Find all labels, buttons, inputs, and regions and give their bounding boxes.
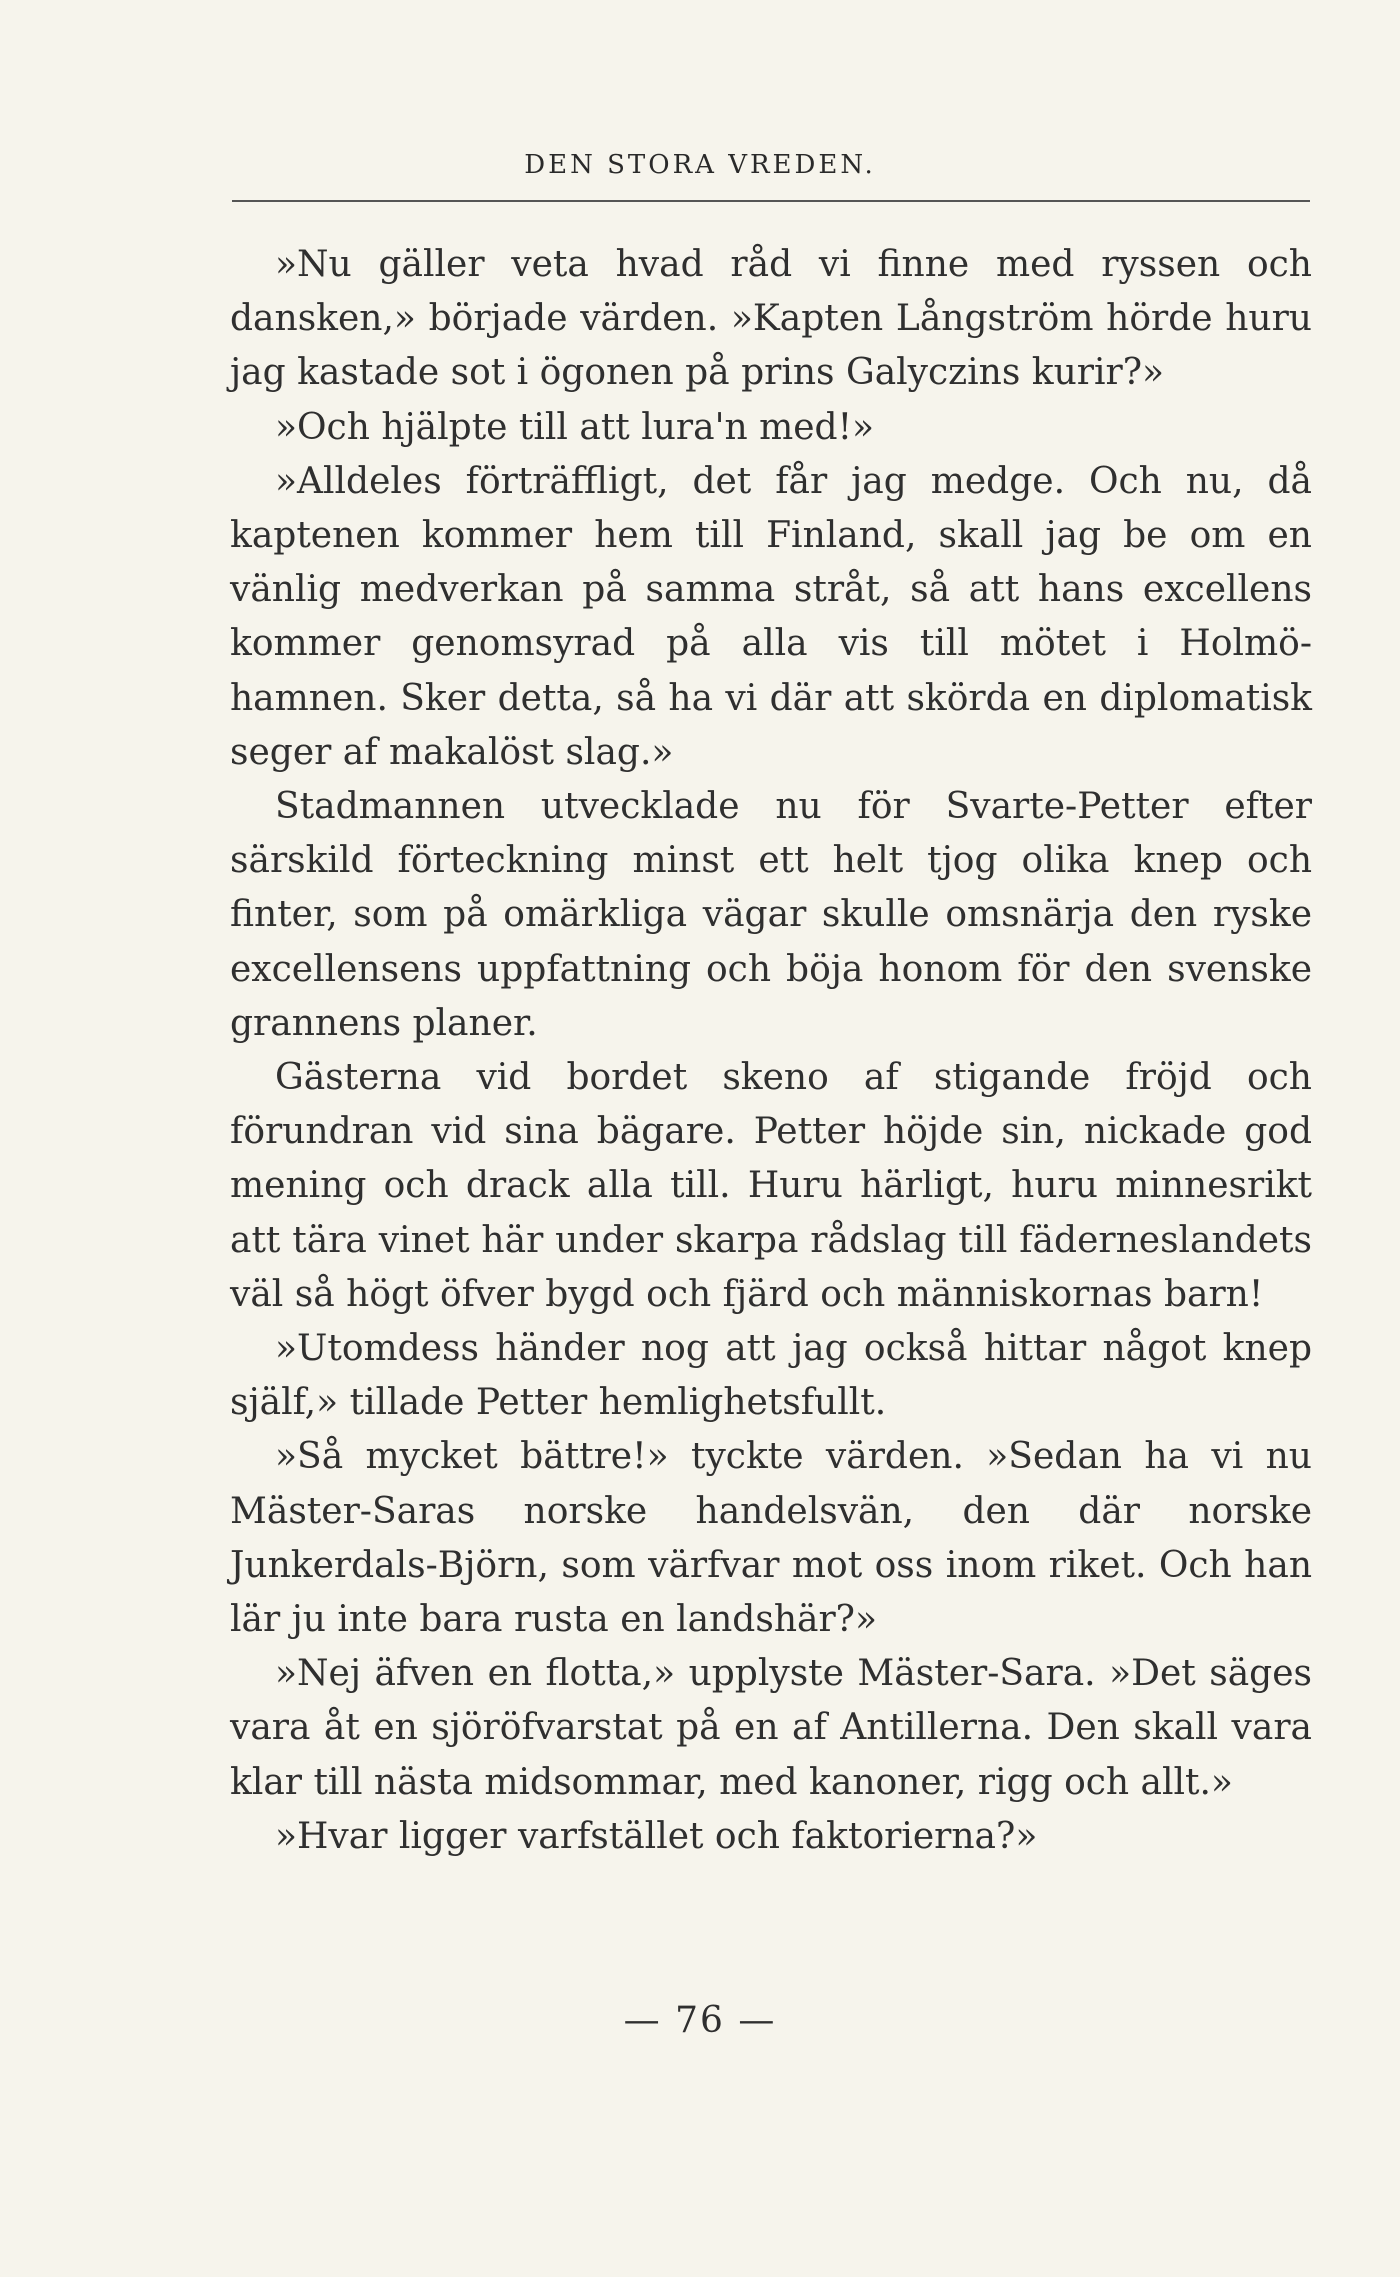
- page-number: — 76 —: [623, 2000, 777, 2041]
- paragraph: »Alldeles förträffligt, det får jag medge. Och nu, då kaptenen kommer hem till Finland, skall jag be om en vänlig medverkan på samma stråt, så att hans excellens kommer genomsyrad på alla vis till mötet i Holmö-hamnen. Sker detta, så ha vi där att skörda en diplomatisk seger af makalöst slag.»: [230, 460, 1312, 773]
- header-rule: [232, 200, 1310, 202]
- running-head: DEN STORA VREDEN.: [524, 150, 876, 180]
- paragraph: Stadmannen utvecklade nu för Svarte-Petter efter särskild förteckning minst ett helt tjog olika knep och finter, som på omärkliga vägar skulle omsnärja den ryske excellensens uppfattning och böja honom för den svenske grannens planer.: [230, 786, 1312, 1044]
- paragraph: »Utomdess händer nog att jag också hittar något knep själf,» tillade Petter hemlighetsfullt.: [230, 1328, 1312, 1424]
- paragraph: »Och hjälpte till att lura'n med!»: [275, 406, 875, 448]
- paragraph: »Hvar ligger varfstället och faktorierna?»: [275, 1815, 1038, 1857]
- paragraph: »Nu gäller veta hvad råd vi finne med ryssen och dansken,» började värden. »Kapten Långström hörde huru jag kastade sot i ögonen på prins Galyczins kurir?»: [230, 244, 1312, 394]
- paragraph: »Så mycket bättre!» tyckte värden. »Sedan ha vi nu Mäster-Saras norske handelsvän, den där norske Junkerdals-Björn, som värfvar mot oss inom riket. Och han lär ju inte bara rusta en landshär?»: [230, 1436, 1312, 1641]
- paragraph: »Nej äfven en flotta,» upplyste Mäster-Sara. »Det säges vara åt en sjöröfvarstat på en af Antillerna. Den skall vara klar till nästa midsommar, med kanoner, rigg och allt.»: [230, 1653, 1312, 1803]
- body-text: [230, 238, 1312, 1864]
- paragraph: Gästerna vid bordet skeno af stigande fröjd och förundran vid sina bägare. Petter höjde sin, nickade god mening och drack alla till. Huru härligt, huru minnesrikt att tära vinet här under skarpa rådslag till fäderneslandets väl så högt öfver bygd och fjärd och människornas barn!: [230, 1057, 1312, 1315]
